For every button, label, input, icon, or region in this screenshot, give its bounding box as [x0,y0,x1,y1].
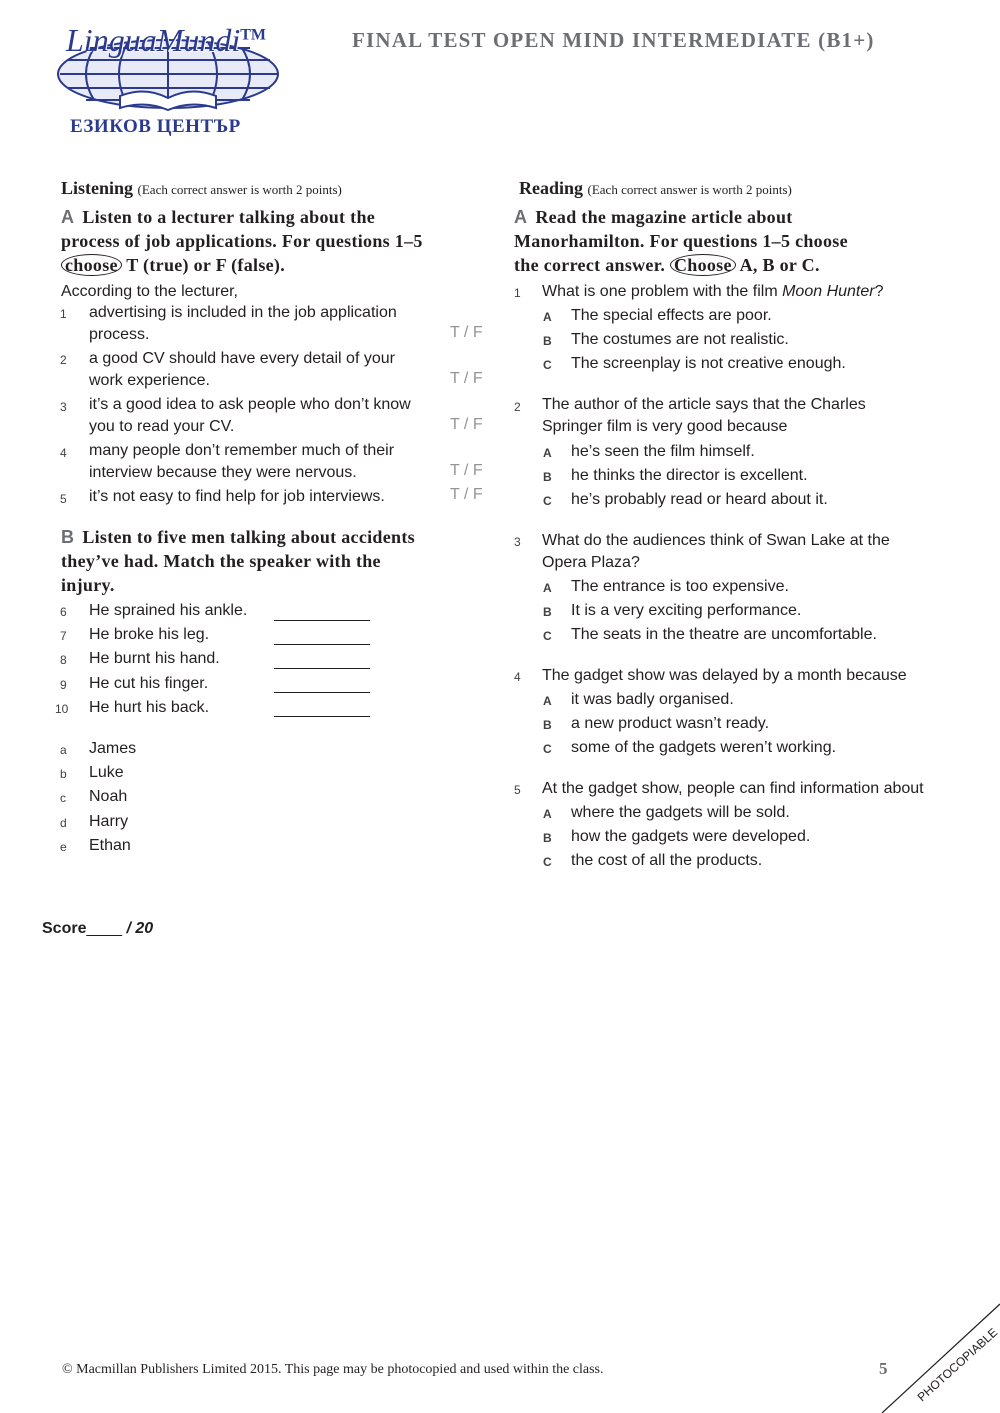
injury-text: He sprained his ankle. [89,602,248,619]
option-letter[interactable]: B [543,470,552,484]
listening-intro: According to the lecturer, [61,283,238,300]
name-letter: d [60,816,67,830]
option-text[interactable]: It is a very exciting performance. [571,602,802,619]
option-text[interactable]: The screenplay is not creative enough. [571,355,846,372]
option-text[interactable]: The entrance is too expensive. [571,578,789,595]
item-number: 6 [60,605,67,619]
option-letter[interactable]: A [543,694,552,708]
question-line: Springer film is very good because [542,418,788,435]
score-label: Score [42,920,87,937]
listening-section-title [61,178,342,199]
item-line: it’s not easy to find help for job interviews. [89,488,385,505]
item-line: advertising is included in the job application [89,304,397,321]
task-letter: A [61,207,75,227]
reading-section-title [519,178,792,199]
true-false-choice[interactable]: T / F [450,416,483,433]
injury-text: He hurt his back. [89,699,210,716]
option-text[interactable]: The special effects are poor. [571,307,772,324]
option-letter[interactable]: B [543,831,552,845]
question-line: Opera Plaza? [542,554,640,571]
answer-blank[interactable] [274,620,370,621]
listening-task-a-instructions [61,205,476,277]
question-line: The author of the article says that the Charles [542,396,866,413]
option-letter[interactable]: A [543,807,552,821]
option-text[interactable]: he thinks the director is excellent. [571,467,808,484]
question-text [542,281,884,303]
question-number: 4 [514,670,521,684]
speaker-name: James [89,740,137,757]
score-total: / 20 [126,920,154,937]
speaker-name: Luke [89,764,124,781]
film-title: Moon Hunter [782,283,875,300]
item-number: 1 [60,307,67,321]
item-line: many people don’t remember much of their [89,442,395,459]
option-text[interactable]: some of the gadgets weren’t working. [571,739,837,756]
true-false-choice[interactable]: T / F [450,324,483,341]
item-text [89,348,395,392]
reading-task-a-instructions [514,205,934,277]
instruction-line: Listen to five men talking about accidents [82,527,415,547]
question-line: What is one problem with the film [542,283,783,300]
option-text[interactable]: the cost of all the products. [571,852,763,869]
logo-tm: TM [240,26,267,44]
option-letter[interactable]: A [543,581,552,595]
document-title: FINAL TEST OPEN MIND INTERMEDIATE (B1+) [352,28,875,52]
listening-task-b-instructions [61,525,476,597]
injury-text: He cut his finger. [89,675,209,692]
reading-title: Reading [519,178,584,198]
item-number: 5 [60,492,67,506]
answer-blank[interactable] [274,692,370,693]
option-letter[interactable]: A [543,446,552,460]
item-number: 10 [55,702,69,716]
item-text [89,440,394,484]
answer-blank[interactable] [274,644,370,645]
logo-subtitle: ЕЗИКОВ ЦЕНТЪР [70,116,241,137]
question-number: 1 [514,286,521,300]
name-letter: a [60,743,67,757]
score-blank[interactable]: ____ [86,920,123,937]
option-letter[interactable]: C [543,742,552,756]
question-number: 2 [514,400,521,414]
task-letter: B [61,527,75,547]
item-number: 4 [60,446,67,460]
injury-text: He broke his leg. [89,626,210,643]
item-line: a good CV should have every detail of your [89,350,395,367]
true-false-choice[interactable]: T / F [450,486,483,503]
listening-title: Listening [61,178,134,198]
instruction-line: A, B or C. [739,255,820,275]
task-letter: A [514,207,528,227]
item-number: 9 [60,678,67,692]
option-letter[interactable]: A [543,310,552,324]
question-number: 5 [514,783,521,797]
question-text: The gadget show was delayed by a month because [542,667,907,684]
item-text [89,394,411,438]
injury-text: He burnt his hand. [89,650,220,667]
question-number: 3 [514,535,521,549]
page-number: 5 [879,1359,888,1378]
logo-text: LinguaMundi [66,22,241,58]
logo-wordmark [66,22,266,59]
question-text: At the gadget show, people can find information about [542,780,924,797]
true-false-choice[interactable]: T / F [450,462,483,479]
instruction-line: process of job applications. For questions 1–5 [61,231,423,251]
item-number: 8 [60,653,67,667]
option-text[interactable]: where the gadgets will be sold. [571,804,790,821]
name-letter: e [60,840,67,854]
question-line: What do the audiences think of Swan Lake at the [542,532,890,549]
item-line: it’s a good idea to ask people who don’t know [89,396,411,413]
reading-points-note: (Each correct answer is worth 2 points) [587,182,792,197]
speaker-name: Ethan [89,837,131,854]
option-text[interactable]: The costumes are not realistic. [571,331,789,348]
answer-blank[interactable] [274,716,370,717]
circled-word: choose [61,254,122,276]
instruction-line: the correct answer. [514,255,666,275]
photocopiable-corner [870,1300,1000,1413]
speaker-name: Harry [89,813,129,830]
true-false-choice[interactable]: T / F [450,370,483,387]
item-text [89,302,397,346]
option-letter[interactable]: C [543,358,552,372]
score [42,920,153,938]
item-line: work experience. [89,372,210,389]
option-letter[interactable]: B [543,334,552,348]
option-letter[interactable]: B [543,718,552,732]
item-line: you to read your CV. [89,418,235,435]
question-text [542,530,890,574]
copyright-notice: © Macmillan Publishers Limited 2015. This page may be photocopied and used within the class. [62,1362,604,1377]
option-text[interactable]: how the gadgets were developed. [571,828,811,845]
item-line: process. [89,326,150,343]
question-text [542,394,866,438]
item-number: 7 [60,629,67,643]
option-text[interactable]: a new product wasn’t ready. [571,715,770,732]
name-letter: b [60,767,67,781]
instruction-line: Listen to a lecturer talking about the [82,207,376,227]
name-letter: c [60,791,66,805]
item-number: 3 [60,400,67,414]
question-line: ? [874,283,884,300]
option-text[interactable]: The seats in the theatre are uncomfortable. [571,626,877,643]
option-letter[interactable]: C [543,855,552,869]
option-letter[interactable]: B [543,605,552,619]
item-number: 2 [60,353,67,367]
instruction-line: Manorhamilton. For questions 1–5 choose [514,231,848,251]
option-letter[interactable]: C [543,494,552,508]
option-letter[interactable]: C [543,629,552,643]
option-text[interactable]: it was badly organised. [571,691,734,708]
option-text[interactable]: he’s probably read or heard about it. [571,491,828,508]
instruction-line: injury. [61,575,115,595]
speaker-name: Noah [89,788,128,805]
option-text[interactable]: he’s seen the film himself. [571,443,755,460]
instruction-line: they’ve had. Match the speaker with the [61,551,381,571]
item-text [89,486,385,508]
photocopiable-label: PHOTOCOPIABLE [914,1325,1000,1405]
corner-diagonal-line [882,1304,1000,1413]
listening-points-note: (Each correct answer is worth 2 points) [137,182,342,197]
answer-blank[interactable] [274,668,370,669]
circled-word: Choose [670,254,736,276]
instruction-line: Read the magazine article about [535,207,793,227]
item-line: interview because they were nervous. [89,464,357,481]
instruction-line: T (true) or F (false). [126,255,286,275]
